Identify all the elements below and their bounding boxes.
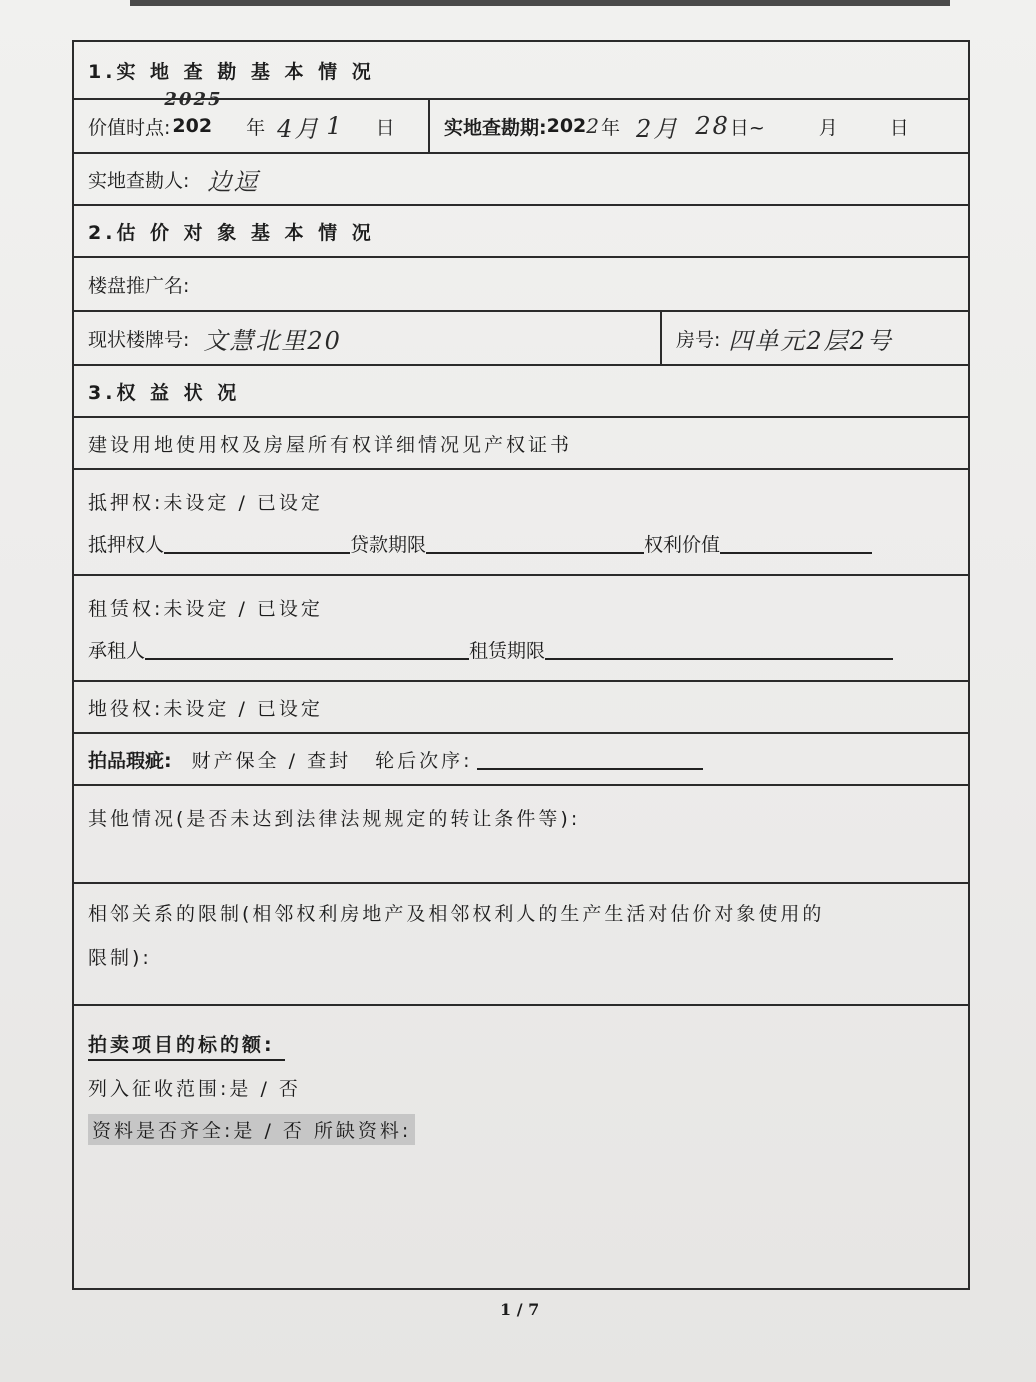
- valuation-date-label: 价值时点:: [88, 116, 171, 139]
- easement-row: [74, 682, 968, 734]
- valuation-year-unit: 年: [246, 116, 266, 139]
- valuation-date-cell: [74, 89, 430, 152]
- inspection-period-cell: 实地查勘期: 202 2 年 2月 28 日~ 月 日: [430, 100, 968, 152]
- other-label: 其他情况(是否未达到法律法规规定的转让条件等):: [88, 807, 581, 830]
- inspector-row: [74, 154, 968, 206]
- section-2-heading: [74, 206, 968, 258]
- inspection-start-day: 28: [695, 112, 730, 140]
- tenant-label: 承租人: [88, 639, 146, 662]
- inspector-label: 实地查勘人:: [88, 169, 190, 192]
- target-amount-line: [88, 1024, 954, 1066]
- loan-term-label: 贷款期限: [350, 533, 427, 556]
- rights-note-row: [74, 418, 968, 470]
- page-number: 1 / 7: [500, 1300, 540, 1319]
- expropriation-line: 列入征收范围:是 / 否: [88, 1077, 301, 1100]
- room-value: 四单元2层2号: [728, 326, 893, 355]
- valuation-year-printed: 202 2025: [164, 89, 223, 137]
- defects-label: 拍品瑕疵:: [88, 749, 172, 772]
- order-blank: [477, 748, 703, 770]
- valuation-month: 4月: [277, 114, 321, 143]
- building-number-value: 文慧北里20: [203, 326, 342, 355]
- building-number-label: 现状楼牌号:: [88, 328, 190, 351]
- project-name-label: 楼盘推广名:: [88, 274, 190, 297]
- section-3-heading: [74, 366, 968, 418]
- dates-row: [74, 89, 968, 154]
- project-name-row: [74, 258, 968, 312]
- other-row: [74, 786, 968, 884]
- docs-line: [88, 1108, 954, 1150]
- section-2-title: 2.估 价 对 象 基 本 情 况: [88, 221, 375, 244]
- survey-form: [72, 40, 970, 1290]
- neighbor-label-2: 限制):: [88, 946, 152, 969]
- mortgage-row: [74, 470, 968, 576]
- inspection-year-handwritten: 2: [586, 114, 602, 138]
- section-3-title: 3.权 益 状 况: [88, 381, 241, 404]
- top-edge: [130, 0, 950, 6]
- inspector-name: 边逗: [207, 167, 260, 196]
- right-value-label: 权利价值: [644, 533, 721, 556]
- valuation-year-handwritten: 2025: [164, 89, 223, 110]
- order-label: 轮后次序:: [375, 749, 473, 772]
- tenant-blank: [145, 638, 469, 660]
- lease-details: [88, 628, 954, 670]
- section-1-title: 1.实 地 查 勘 基 本 情 况: [88, 60, 375, 83]
- auction-row: [74, 1006, 968, 1288]
- right-value-blank: [720, 532, 872, 554]
- valuation-day-unit: 日: [375, 116, 395, 139]
- room-label: 房号:: [676, 328, 721, 351]
- mortgage-status: 抵押权:未设定 / 已设定: [88, 491, 323, 514]
- inspection-start-month: 2月: [636, 114, 680, 143]
- neighbor-row: [74, 884, 968, 1006]
- rights-note: 建设用地使用权及房屋所有权详细情况见产权证书: [88, 433, 573, 456]
- target-amount-label: 拍卖项目的标的额:: [88, 1030, 285, 1061]
- valuation-day: 1: [326, 112, 344, 140]
- mortgage-details: [88, 522, 954, 564]
- easement-status: 地役权:未设定 / 已设定: [88, 697, 323, 720]
- mortgagee-blank: [164, 532, 350, 554]
- lease-status: 租赁权:未设定 / 已设定: [88, 597, 323, 620]
- loan-term-blank: [426, 532, 644, 554]
- neighbor-label: 相邻关系的限制(相邻权利房地产及相邻权利人的生产生活对估价对象使用的: [88, 902, 825, 925]
- defects-options: 财产保全 / 查封: [191, 749, 352, 772]
- docs-label: 资料是否齐全:是 / 否 所缺资料:: [88, 1114, 415, 1145]
- building-number-cell: [74, 312, 662, 364]
- mortgagee-label: 抵押权人: [88, 533, 165, 556]
- building-row: [74, 312, 968, 366]
- lease-row: [74, 576, 968, 682]
- defects-row: [74, 734, 968, 786]
- inspection-period-label: 实地查勘期:: [444, 116, 547, 139]
- lease-term-label: 租赁期限: [469, 639, 546, 662]
- room-cell: [662, 312, 968, 364]
- lease-term-blank: [545, 638, 893, 660]
